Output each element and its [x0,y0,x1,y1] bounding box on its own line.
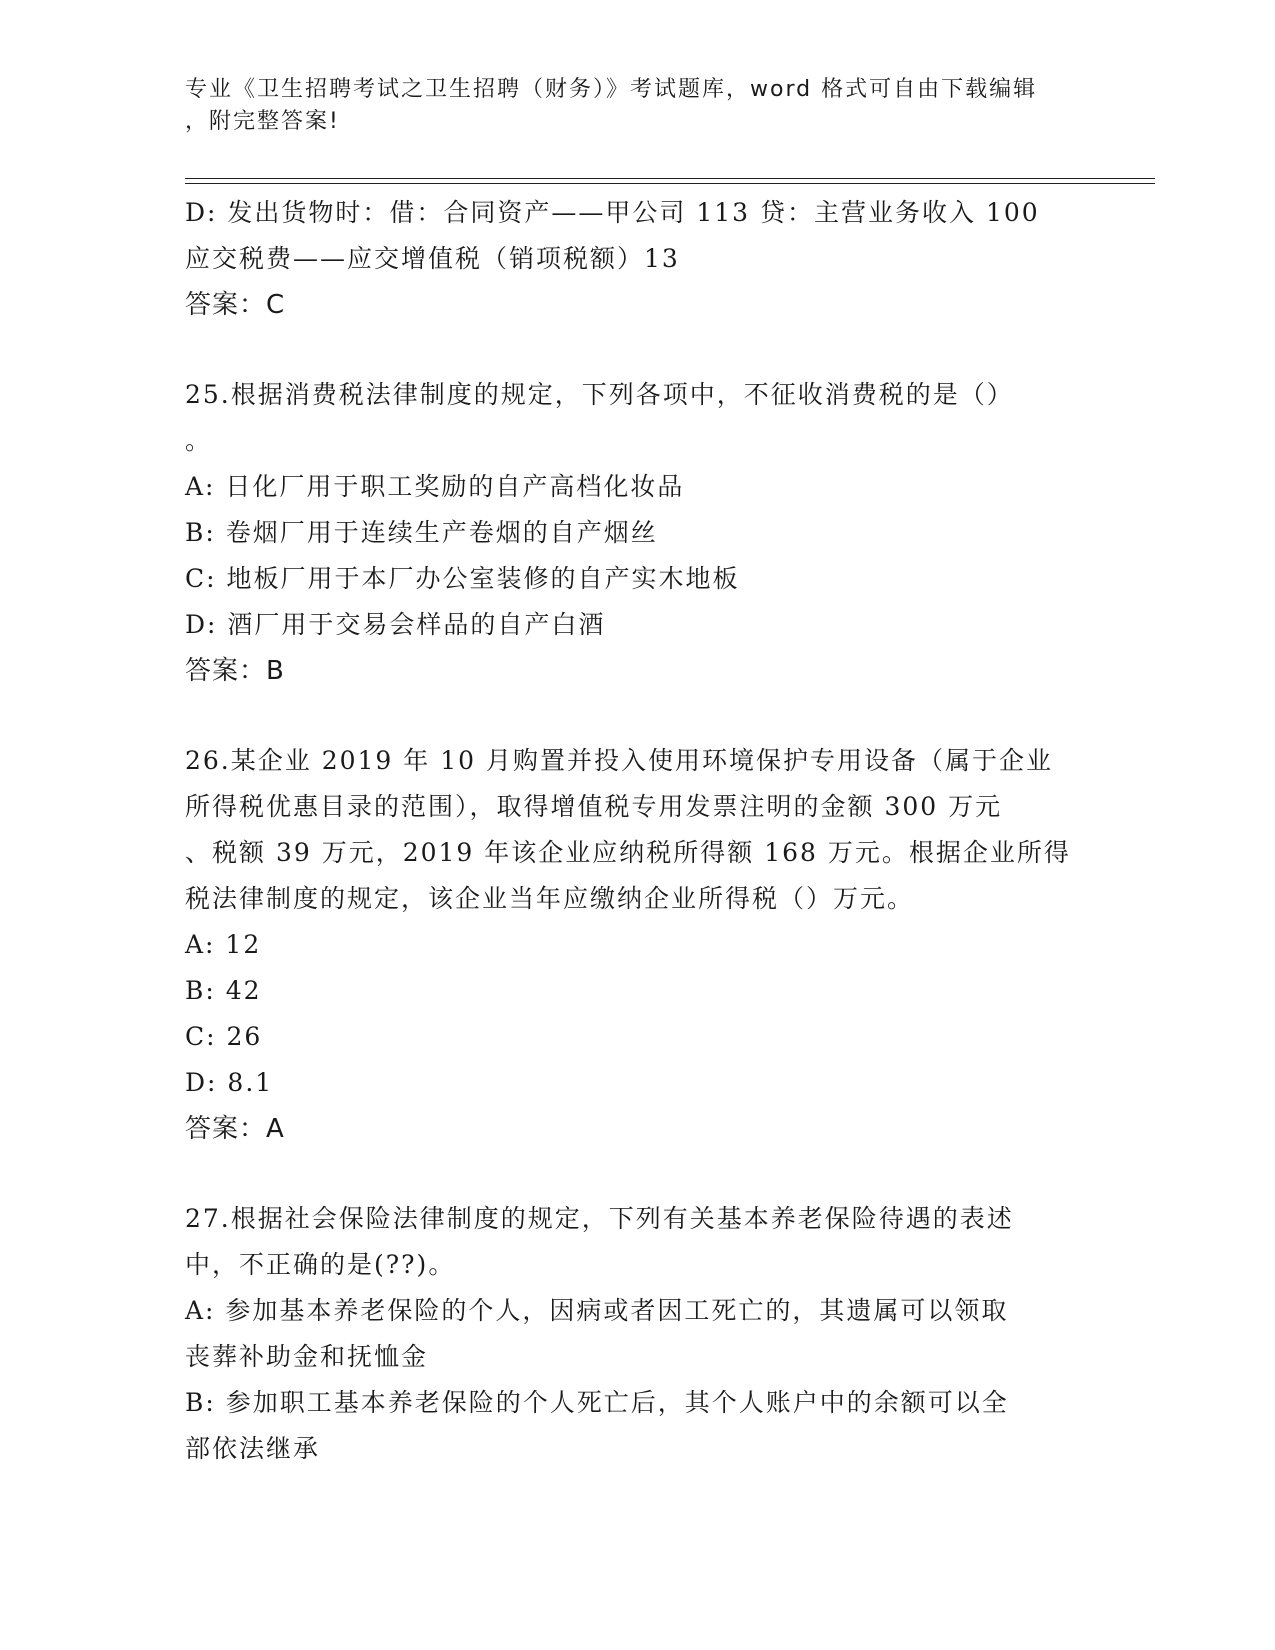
option-b-line-1: B: 参加职工基本养老保险的个人死亡后，其个人账户中的余额可以全 [185,1388,1009,1417]
question-stem-line-1: 26.某企业 2019 年 10 月购置并投入使用环境保护专用设备（属于企业 [185,746,1053,775]
option-d-line-1: D: 发出货物时：借：合同资产——甲公司 113 贷：主营业务收入 100 [185,198,1040,227]
spacer [185,328,1085,372]
question-stem-line-3: 、税额 39 万元，2019 年该企业应纳税所得额 168 万元。根据企业所得 [185,838,1071,867]
option-b: B: 42 [185,976,262,1005]
option-a: A: 日化厂用于职工奖励的自产高档化妆品 [185,472,685,501]
header-title-line-1: 专业《卫生招聘考试之卫生招聘（财务）》考试题库，word 格式可自由下载编辑 [185,77,1038,102]
answer-label: 答案：C [185,290,286,320]
option-b-line-2: 部依法继承 [185,1434,321,1463]
option-d: D: 酒厂用于交易会样品的自产白酒 [185,610,606,639]
option-a-line-2: 丧葬补助金和抚恤金 [185,1342,429,1371]
header-divider-top [185,178,1155,179]
header-divider-bottom [185,183,1155,184]
question-block-25 [185,372,1085,694]
question-stem-line-2: 。 [185,426,213,455]
question-stem-line-1: 27.根据社会保险法律制度的规定，下列有关基本养老保险待遇的表述 [185,1204,1014,1233]
question-stem-line-4: 税法律制度的规定，该企业当年应缴纳企业所得税（）万元。 [185,884,915,913]
spacer [185,1152,1085,1196]
header-title-line-2: ，附完整答案! [185,109,340,134]
option-d: D: 8.1 [185,1068,274,1097]
option-c: C: 26 [185,1022,263,1051]
option-d-line-2: 应交税费——应交增值税（销项税额）13 [185,244,680,273]
option-a-line-1: A: 参加基本养老保险的个人，因病或者因工死亡的，其遗属可以领取 [185,1296,1009,1325]
question-content [185,190,1085,1472]
option-b: B: 卷烟厂用于连续生产卷烟的自产烟丝 [185,518,658,547]
question-stem-line-2: 所得税优惠目录的范围），取得增值税专用发票注明的金额 300 万元 [185,792,1003,821]
question-block-27 [185,1196,1085,1472]
answer-label: 答案：A [185,1114,285,1144]
spacer [185,694,1085,738]
question-block-26 [185,738,1085,1152]
page-header [185,74,1065,138]
question-stem-line-2: 中，不正确的是(??)。 [185,1250,456,1279]
question-stem-line-1: 25.根据消费税法律制度的规定，下列各项中，不征收消费税的是（） [185,380,1014,409]
option-c: C: 地板厂用于本厂办公室装修的自产实木地板 [185,564,740,593]
option-a: A: 12 [185,930,262,959]
answer-label: 答案：B [185,656,285,686]
question-block-24 [185,190,1085,328]
